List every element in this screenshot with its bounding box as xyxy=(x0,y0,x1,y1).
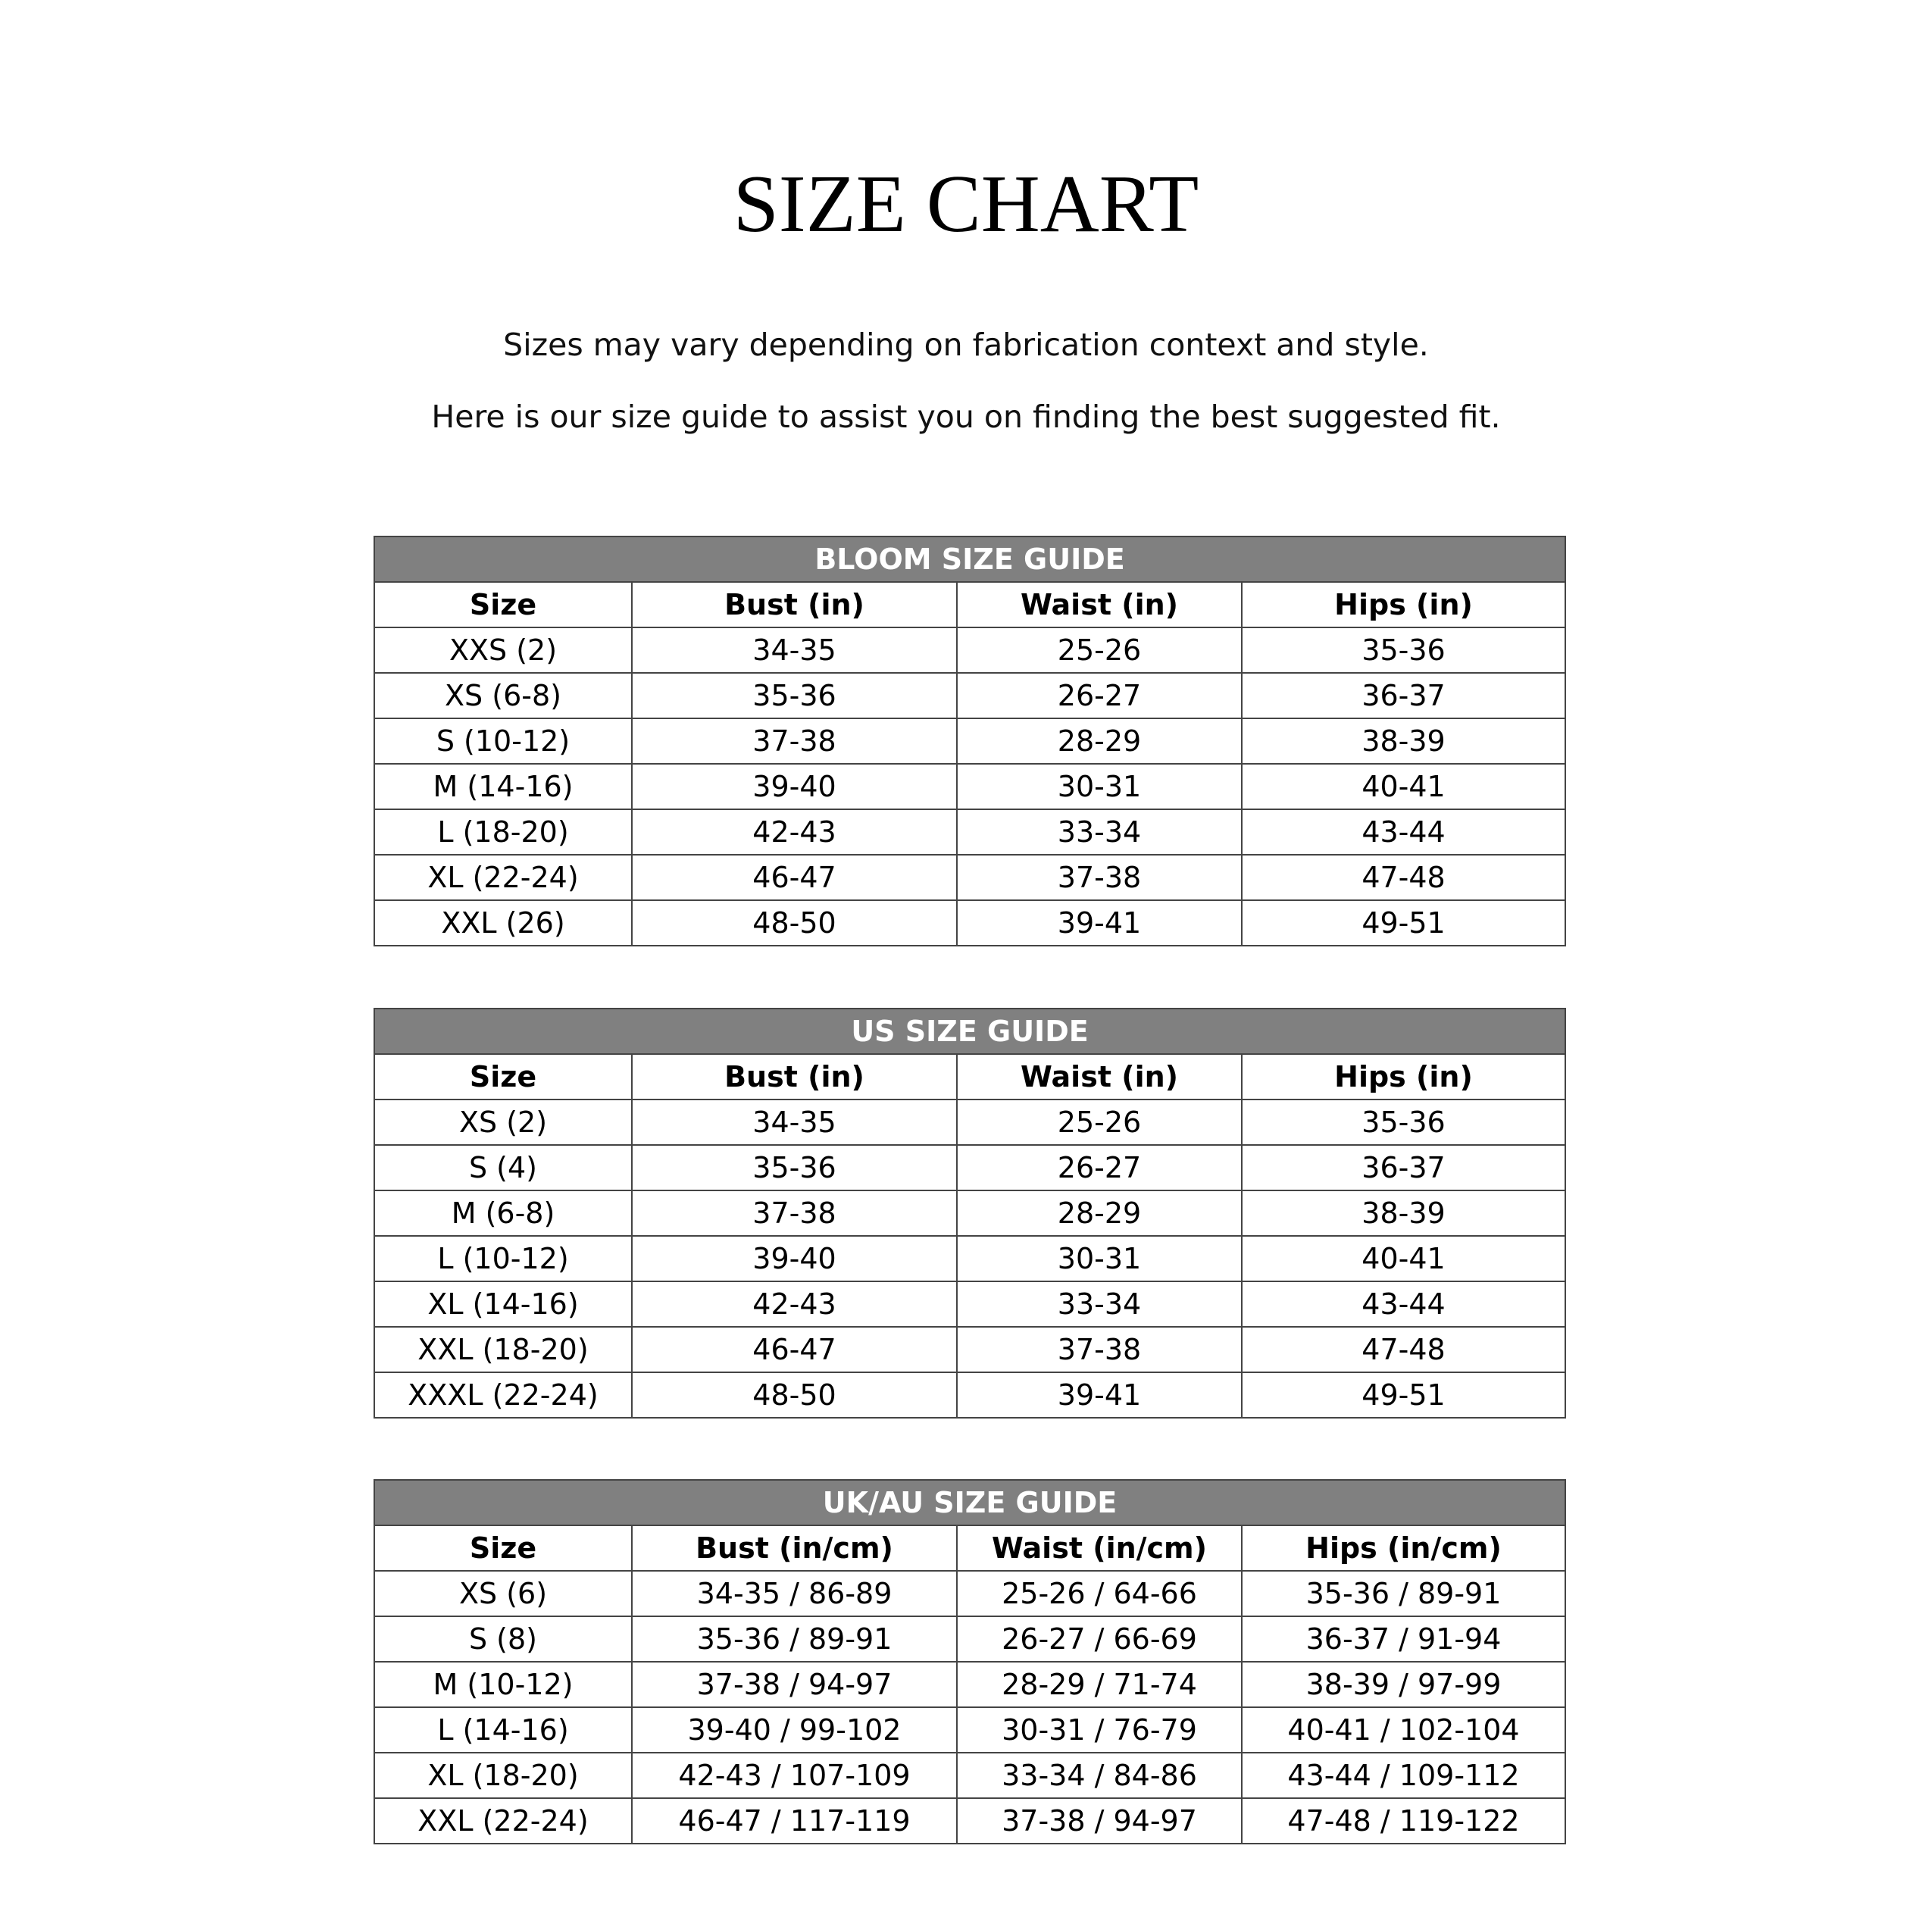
column-header: Bust (in) xyxy=(632,582,957,627)
table-cell: 39-40 / 99-102 xyxy=(632,1707,957,1753)
table-row xyxy=(374,1707,1565,1753)
table-row xyxy=(374,1190,1565,1236)
table-cell: 34-35 xyxy=(632,1100,957,1145)
table-cell: 39-41 xyxy=(957,900,1242,946)
table-cell: 49-51 xyxy=(1242,1372,1565,1418)
table-cell: 37-38 / 94-97 xyxy=(632,1662,957,1707)
us-size-guide-table xyxy=(374,1008,1566,1419)
table-cell: 34-35 xyxy=(632,627,957,673)
table-row xyxy=(374,855,1565,900)
table-header-row xyxy=(374,1525,1565,1571)
table-row xyxy=(374,673,1565,718)
table-cell: 25-26 xyxy=(957,1100,1242,1145)
table-header-row xyxy=(374,582,1565,627)
table-cell: 46-47 / 117-119 xyxy=(632,1798,957,1844)
table-cell: 30-31 / 76-79 xyxy=(957,1707,1242,1753)
table-row xyxy=(374,1327,1565,1372)
table-cell: M (14-16) xyxy=(374,764,632,809)
table-row xyxy=(374,1571,1565,1616)
page-title: SIZE CHART xyxy=(733,159,1199,249)
table-cell: L (18-20) xyxy=(374,809,632,855)
table-cell: 33-34 / 84-86 xyxy=(957,1753,1242,1798)
table-cell: 40-41 xyxy=(1242,1236,1565,1281)
table-cell: XXXL (22-24) xyxy=(374,1372,632,1418)
column-header: Hips (in/cm) xyxy=(1242,1525,1565,1571)
column-header: Waist (in) xyxy=(957,1054,1242,1100)
table-row xyxy=(374,1372,1565,1418)
table-cell: 42-43 / 107-109 xyxy=(632,1753,957,1798)
table-cell: XXL (18-20) xyxy=(374,1327,632,1372)
table-row xyxy=(374,718,1565,764)
table-cell: 39-40 xyxy=(632,1236,957,1281)
table-cell: 46-47 xyxy=(632,1327,957,1372)
table-row xyxy=(374,1616,1565,1662)
table-row xyxy=(374,764,1565,809)
table-cell: 48-50 xyxy=(632,1372,957,1418)
table-cell: 25-26 / 64-66 xyxy=(957,1571,1242,1616)
table-cell: M (10-12) xyxy=(374,1662,632,1707)
table-row xyxy=(374,627,1565,673)
table-cell: 33-34 xyxy=(957,1281,1242,1327)
table-cell: XS (2) xyxy=(374,1100,632,1145)
table-cell: 35-36 / 89-91 xyxy=(1242,1571,1565,1616)
table-cell: XXS (2) xyxy=(374,627,632,673)
table-cell: S (4) xyxy=(374,1145,632,1190)
table-caption-row xyxy=(374,536,1565,582)
table-cell: XXL (22-24) xyxy=(374,1798,632,1844)
table-row xyxy=(374,1798,1565,1844)
subtitle-line-1: Sizes may vary depending on fabrication context and style. xyxy=(503,327,1429,363)
table-cell: 28-29 xyxy=(957,718,1242,764)
subtitle-line-2: Here is our size guide to assist you on finding the best suggested fit. xyxy=(431,399,1501,435)
table-cell: 36-37 / 91-94 xyxy=(1242,1616,1565,1662)
table-row xyxy=(374,1236,1565,1281)
table-cell: 35-36 xyxy=(632,673,957,718)
table-cell: 35-36 xyxy=(1242,1100,1565,1145)
table-cell: 43-44 / 109-112 xyxy=(1242,1753,1565,1798)
column-header: Size xyxy=(374,1054,632,1100)
table-caption: UK/AU SIZE GUIDE xyxy=(374,1480,1565,1525)
table-cell: 42-43 xyxy=(632,1281,957,1327)
table-cell: 28-29 / 71-74 xyxy=(957,1662,1242,1707)
table-row xyxy=(374,1753,1565,1798)
table-cell: 33-34 xyxy=(957,809,1242,855)
table-cell: 47-48 / 119-122 xyxy=(1242,1798,1565,1844)
table-cell: XXL (26) xyxy=(374,900,632,946)
column-header: Hips (in) xyxy=(1242,582,1565,627)
column-header: Waist (in/cm) xyxy=(957,1525,1242,1571)
table-cell: 25-26 xyxy=(957,627,1242,673)
table-cell: 47-48 xyxy=(1242,1327,1565,1372)
table-cell: 49-51 xyxy=(1242,900,1565,946)
table-cell: S (10-12) xyxy=(374,718,632,764)
table-cell: XS (6-8) xyxy=(374,673,632,718)
table-row xyxy=(374,1100,1565,1145)
table-cell: 37-38 xyxy=(632,1190,957,1236)
table-cell: 38-39 xyxy=(1242,718,1565,764)
table-cell: 37-38 xyxy=(632,718,957,764)
table-row xyxy=(374,900,1565,946)
table-cell: XS (6) xyxy=(374,1571,632,1616)
table-row xyxy=(374,1662,1565,1707)
table-cell: 37-38 xyxy=(957,1327,1242,1372)
table-cell: 35-36 / 89-91 xyxy=(632,1616,957,1662)
table-cell: 37-38 xyxy=(957,855,1242,900)
table-cell: XL (18-20) xyxy=(374,1753,632,1798)
table-cell: L (14-16) xyxy=(374,1707,632,1753)
table-cell: L (10-12) xyxy=(374,1236,632,1281)
table-caption: US SIZE GUIDE xyxy=(374,1009,1565,1054)
table-cell: 30-31 xyxy=(957,764,1242,809)
table-cell: 39-41 xyxy=(957,1372,1242,1418)
table-cell: 42-43 xyxy=(632,809,957,855)
table-cell: M (6-8) xyxy=(374,1190,632,1236)
table-cell: 30-31 xyxy=(957,1236,1242,1281)
table-cell: 35-36 xyxy=(1242,627,1565,673)
table-cell: 26-27 xyxy=(957,673,1242,718)
column-header: Bust (in/cm) xyxy=(632,1525,957,1571)
table-cell: 48-50 xyxy=(632,900,957,946)
table-cell: 47-48 xyxy=(1242,855,1565,900)
table-cell: 36-37 xyxy=(1242,1145,1565,1190)
table-cell: 40-41 xyxy=(1242,764,1565,809)
table-header-row xyxy=(374,1054,1565,1100)
column-header: Size xyxy=(374,1525,632,1571)
column-header: Waist (in) xyxy=(957,582,1242,627)
table-cell: 37-38 / 94-97 xyxy=(957,1798,1242,1844)
uk-au-size-guide-table xyxy=(374,1479,1566,1844)
table-cell: 40-41 / 102-104 xyxy=(1242,1707,1565,1753)
table-cell: 28-29 xyxy=(957,1190,1242,1236)
bloom-size-guide-table xyxy=(374,536,1566,946)
table-cell: 39-40 xyxy=(632,764,957,809)
table-cell: 26-27 / 66-69 xyxy=(957,1616,1242,1662)
table-cell: 46-47 xyxy=(632,855,957,900)
table-cell: 43-44 xyxy=(1242,1281,1565,1327)
column-header: Bust (in) xyxy=(632,1054,957,1100)
table-caption-row xyxy=(374,1480,1565,1525)
table-cell: 34-35 / 86-89 xyxy=(632,1571,957,1616)
table-cell: S (8) xyxy=(374,1616,632,1662)
table-row xyxy=(374,1281,1565,1327)
table-cell: 35-36 xyxy=(632,1145,957,1190)
table-row xyxy=(374,1145,1565,1190)
table-row xyxy=(374,809,1565,855)
table-cell: 36-37 xyxy=(1242,673,1565,718)
table-cell: XL (22-24) xyxy=(374,855,632,900)
table-cell: 26-27 xyxy=(957,1145,1242,1190)
table-cell: XL (14-16) xyxy=(374,1281,632,1327)
column-header: Size xyxy=(374,582,632,627)
table-cell: 38-39 / 97-99 xyxy=(1242,1662,1565,1707)
column-header: Hips (in) xyxy=(1242,1054,1565,1100)
table-cell: 43-44 xyxy=(1242,809,1565,855)
table-caption: BLOOM SIZE GUIDE xyxy=(374,536,1565,582)
table-caption-row xyxy=(374,1009,1565,1054)
table-cell: 38-39 xyxy=(1242,1190,1565,1236)
